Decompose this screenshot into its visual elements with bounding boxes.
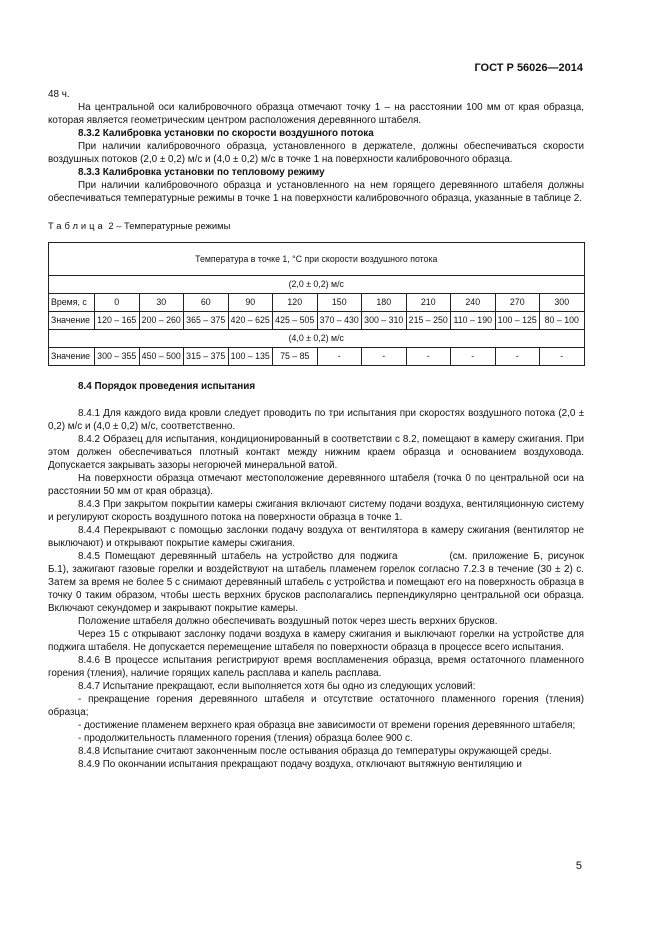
times-cell: 180 bbox=[362, 294, 407, 312]
paragraph-8-4-1: 8.4.1 Для каждого вида кровли следует проводить по три испытания при скоростях воздушного потока (2,0 ± 0,2) м/с и (4,0 ± 0,2) м/с, соответственно. bbox=[48, 408, 584, 432]
paragraph-8-4-5 bbox=[48, 550, 584, 615]
value-label-2: Значение bbox=[49, 348, 95, 366]
body-text bbox=[48, 88, 584, 771]
table-title: Температура в точке 1, °С при скорости воздушного потока bbox=[49, 243, 585, 276]
times-cell: 30 bbox=[139, 294, 184, 312]
heading-8-3-3: 8.3.3 Калибровка установки по тепловому режиму bbox=[78, 167, 325, 178]
values2-cell: - bbox=[362, 348, 407, 366]
values2-cell: 100 – 135 bbox=[228, 348, 273, 366]
times-cell: 210 bbox=[406, 294, 451, 312]
paragraph-8-3-2: При наличии калибровочного образца, установленного в держателе, должны обеспечиваться скорости воздушных потоков (2,0 ± 0,2) м/с и (4,0 ± 0,2) м/с в точке 1 на поверхности калибровочного образца. bbox=[48, 141, 584, 165]
paragraph-8-3-3: При наличии калибровочного образца и установленного на нем горящего деревянного штабеля должны обеспечиваться температурные режимы в точке 1 на поверхности калибровочного образца, указанные в таблице 2. bbox=[48, 180, 584, 204]
paragraph-8-4-4: 8.4.4 Перекрывают с помощью заслонки подачу воздуха от вентилятора в камеру сжигания (вентилятор не выключают) и открывают покрытие камеры сжигания. bbox=[48, 525, 584, 549]
paragraph-8-4-2: 8.4.2 Образец для испытания, кондиционированный в соответствии с 8.2, помещают в камеру сжигания. При этом должен обеспечиваться плотный контакт между нижним краем образца и основанием воздуховода. Допускается закрывать зазоры негорючей минеральной ватой. bbox=[48, 434, 584, 471]
times-cell: 150 bbox=[317, 294, 362, 312]
value-label-1: Значение bbox=[49, 312, 95, 330]
table-row-values-2 bbox=[49, 348, 585, 366]
paragraph-8-4-3: 8.4.3 При закрытом покрытии камеры сжигания включают систему подачи воздуха, вентиляционную систему и регулируют скорость воздушного потока на поверхности образца в точке 1. bbox=[48, 499, 584, 523]
values1-cell: 370 – 430 bbox=[317, 312, 362, 330]
values1-cell: 120 – 165 bbox=[95, 312, 140, 330]
paragraph-8-4-5-start: 8.4.5 Помещают деревянный штабель на устройство для поджига bbox=[78, 551, 398, 562]
paragraph-8-4-5-c: Положение штабеля должно обеспечивать воздушный поток через шесть верхних брусков. bbox=[78, 616, 498, 627]
times-cell: 240 bbox=[451, 294, 496, 312]
values2-cell: 450 – 500 bbox=[139, 348, 184, 366]
table-caption bbox=[48, 219, 584, 232]
table-speed-2: (4,0 ± 0,2) м/с bbox=[49, 330, 585, 348]
paragraph-48h: 48 ч. bbox=[48, 89, 70, 100]
values2-cell: - bbox=[495, 348, 540, 366]
paragraph-8-4-2-b: На поверхности образца отмечают местоположение деревянного штабеля (точка 0 по центральной оси на расстоянии 50 мм от края образца). bbox=[48, 473, 584, 497]
paragraph-8-4-8: 8.4.8 Испытание считают законченным после остывания образца до температуры окружающей среды. bbox=[78, 746, 552, 757]
list-item-8-4-7-c: - продолжительность пламенного горения (тления) образца более 900 с. bbox=[78, 733, 413, 744]
values1-cell: 100 – 125 bbox=[495, 312, 540, 330]
values2-cell: - bbox=[406, 348, 451, 366]
table-caption-text: 2 – Температурные режимы bbox=[105, 220, 231, 231]
heading-8-4: 8.4 Порядок проведения испытания bbox=[78, 381, 256, 392]
list-item-8-4-7-a: - прекращение горения деревянного штабеля и отсутствие остаточного пламенного горения (тления) образца; bbox=[48, 694, 584, 718]
values1-cell: 425 – 505 bbox=[273, 312, 318, 330]
times-cell: 90 bbox=[228, 294, 273, 312]
table-caption-label: Таблица bbox=[48, 220, 106, 231]
times-cell: 300 bbox=[540, 294, 585, 312]
times-cell: 0 bbox=[95, 294, 140, 312]
heading-8-3-2: 8.3.2 Калибровка установки по скорости воздушного потока bbox=[78, 128, 374, 139]
page-number: 5 bbox=[575, 860, 582, 872]
values2-cell: - bbox=[451, 348, 496, 366]
paragraph-8-4-9: 8.4.9 По окончании испытания прекращают подачу воздуха, отключают вытяжную вентиляцию и bbox=[78, 759, 522, 770]
values1-cell: 420 – 625 bbox=[228, 312, 273, 330]
time-label: Время, с bbox=[49, 294, 95, 312]
values1-cell: 365 – 375 bbox=[184, 312, 229, 330]
paragraph-8-4-5-d: Через 15 с открывают заслонку подачи воздуха в камеру сжигания и выключают горелки на устройстве для поджига штабеля. Не допускается перемещение штабеля по поверхности образца в процессе всего испытания. bbox=[48, 629, 584, 653]
values1-cell: 80 – 100 bbox=[540, 312, 585, 330]
times-cell: 270 bbox=[495, 294, 540, 312]
paragraph-8-4-6: 8.4.6 В процессе испытания регистрируют время воспламенения образца, время остаточного пламенного горения (тления), наличие горящих капель расплава и капель расплава. bbox=[48, 655, 584, 679]
list-item-8-4-7-b: - достижение пламенем верхнего края образца вне зависимости от времени горения деревянного штабеля; bbox=[78, 720, 576, 731]
values1-cell: 200 – 260 bbox=[139, 312, 184, 330]
values1-cell: 110 – 190 bbox=[451, 312, 496, 330]
values2-cell: 75 – 85 bbox=[273, 348, 318, 366]
document-id: ГОСТ Р 56026—2014 bbox=[474, 62, 583, 74]
paragraph-center-point: На центральной оси калибровочного образца отмечают точку 1 – на расстоянии 100 мм от края образца, которая является геометрическим центром расположения деревянного штабеля. bbox=[48, 102, 584, 126]
values2-cell: 300 – 355 bbox=[95, 348, 140, 366]
values2-cell: 315 – 375 bbox=[184, 348, 229, 366]
values2-cell: - bbox=[317, 348, 362, 366]
values1-cell: 215 – 250 bbox=[406, 312, 451, 330]
values1-cell: 300 – 310 bbox=[362, 312, 407, 330]
temperature-table bbox=[48, 242, 585, 366]
times-cell: 120 bbox=[273, 294, 318, 312]
table-speed-1: (2,0 ± 0,2) м/с bbox=[49, 276, 585, 294]
times-cell: 60 bbox=[184, 294, 229, 312]
table-row-values-1 bbox=[49, 312, 585, 330]
table-row-times bbox=[49, 294, 585, 312]
paragraph-8-4-5-rest: (см. приложение Б, рисунок Б.1), зажигают газовые горелки и воздействуют на штабель пламенем горелок согласно 7.2.3 в течение (30 ± 2) с. Затем за время не более 5 с снимают деревянный штабель с устройства и помещают его на поверхность образца в точку 0 таким образом, чтобы шесть верхних брусков располагались перпендикулярно центральной оси образца. Включают секундомер и закрывают покрытие камеры. bbox=[48, 551, 585, 614]
paragraph-8-4-7: 8.4.7 Испытание прекращают, если выполняется хотя бы одно из следующих условий: bbox=[78, 681, 476, 692]
values2-cell: - bbox=[540, 348, 585, 366]
